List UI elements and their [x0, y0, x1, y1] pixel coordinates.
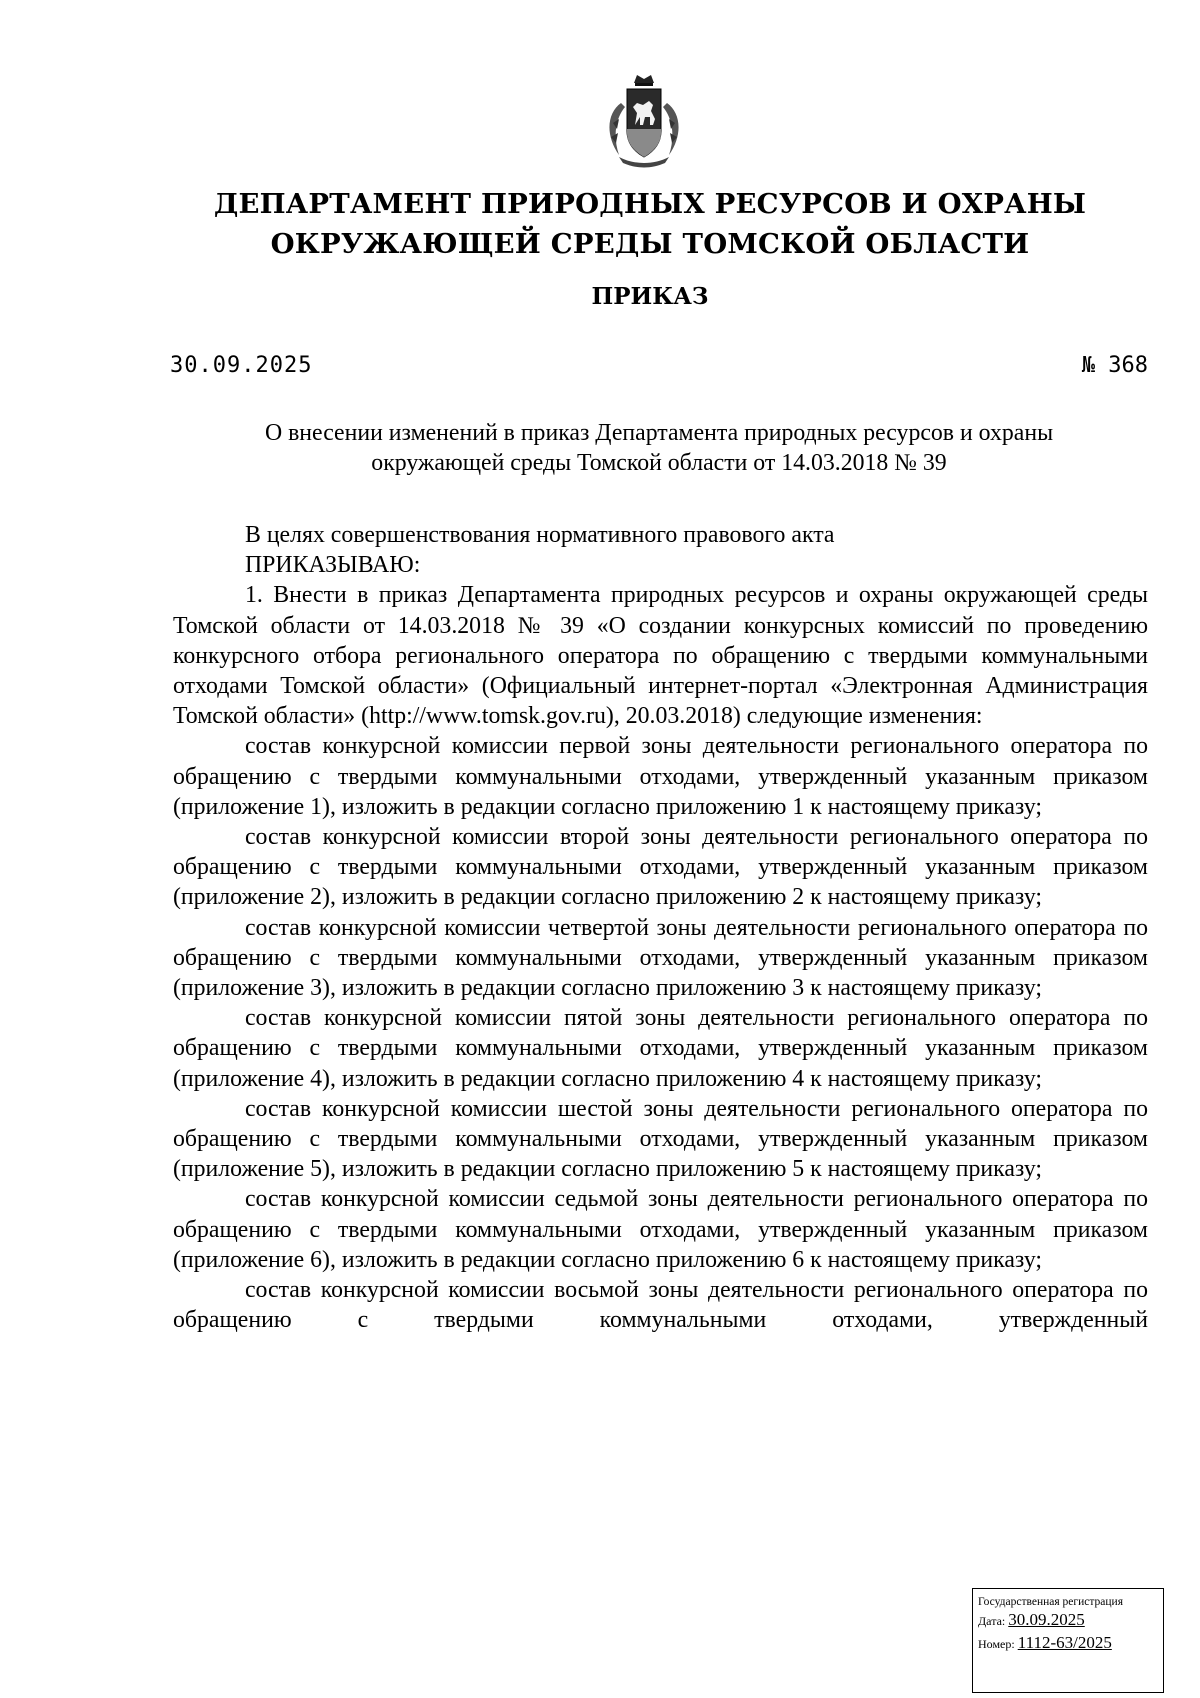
document-number: № 368	[1081, 353, 1148, 378]
registration-title: Государственная регистрация	[978, 1596, 1123, 1608]
registration-number-value: 1112-63/2025	[1017, 1633, 1112, 1652]
registration-date-value: 30.09.2025	[1008, 1610, 1085, 1629]
change-paragraph: состав конкурсной комиссии четвертой зоны деятельности регионального оператора по обращению с твердыми коммунальными отходами, утвержденный указанным приказом (приложение 3), изложить в редакции согласно приложению 3 к настоящему приказу;	[173, 914, 1148, 1002]
document-date: 30.09.2025	[170, 353, 313, 378]
department-name	[150, 184, 1150, 264]
document-type: ПРИКАЗ	[591, 283, 709, 310]
registration-number-label: Номер:	[978, 1637, 1015, 1651]
department-line-2: ОКРУЖАЮЩЕЙ СРЕДЫ ТОМСКОЙ ОБЛАСТИ	[270, 228, 1030, 260]
registration-date-row	[978, 1609, 1163, 1632]
department-line-1: ДЕПАРТАМЕНТ ПРИРОДНЫХ РЕСУРСОВ И ОХРАНЫ	[213, 188, 1087, 220]
change-paragraph: состав конкурсной комиссии седьмой зоны деятельности регионального оператора по обращению с твердыми коммунальными отходами, утвержденный указанным приказом (приложение 6), изложить в редакции согласно приложению 6 к настоящему приказу;	[173, 1186, 1148, 1273]
change-paragraph: состав конкурсной комиссии шестой зоны деятельности регионального оператора по обращению с твердыми коммунальными отходами, утвержденный указанным приказом (приложение 5), изложить в редакции согласно приложению 5 к настоящему приказу;	[173, 1095, 1148, 1183]
order-word: ПРИКАЗЫВАЮ:	[245, 552, 421, 579]
registration-date-label: Дата:	[978, 1614, 1006, 1628]
registration-stamp	[972, 1588, 1164, 1693]
item-1-paragraph: 1. Внести в приказ Департамента природных ресурсов и охраны окружающей среды Томской области от 14.03.2018 № 39 «О создании конкурсных комиссий по проведению конкурсного отбора регионального оператора по обращению с твердыми коммунальными отходами Томской области» (Официальный интернет-портал «Электронная Администрация Томской области» (http://www.tomsk.gov.ru), 20.03.2018) следующие изменения:	[173, 582, 1148, 730]
change-paragraph: состав конкурсной комиссии восьмой зоны деятельности регионального оператора по обращению с твердыми коммунальными отходами, утвержденный	[173, 1277, 1148, 1334]
change-paragraph: состав конкурсной комиссии пятой зоны деятельности регионального оператора по обращению с твердыми коммунальными отходами, утвержденный указанным приказом (приложение 4), изложить в редакции согласно приложению 4 к настоящему приказу;	[173, 1005, 1148, 1092]
document-body	[173, 520, 1148, 1335]
subject-line-2: окружающей среды Томской области от 14.03.2018 № 39	[371, 450, 947, 476]
change-paragraph: состав конкурсной комиссии второй зоны деятельности регионального оператора по обращению с твердыми коммунальными отходами, утвержденный указанным приказом (приложение 2), изложить в редакции согласно приложению 2 к настоящему приказу;	[173, 824, 1148, 911]
purpose-paragraph: В целях совершенствования нормативного правового акта	[245, 522, 835, 548]
registration-number-row	[978, 1632, 1163, 1655]
document-subject	[170, 418, 1148, 478]
subject-line-1: О внесении изменений в приказ Департамента природных ресурсов и охраны	[264, 420, 1054, 446]
change-paragraph: состав конкурсной комиссии первой зоны деятельности регионального оператора по обращению с твердыми коммунальными отходами, утвержденный указанным приказом (приложение 1), изложить в редакции согласно приложению 1 к настоящему приказу;	[173, 733, 1148, 820]
coat-of-arms-icon	[599, 73, 689, 173]
